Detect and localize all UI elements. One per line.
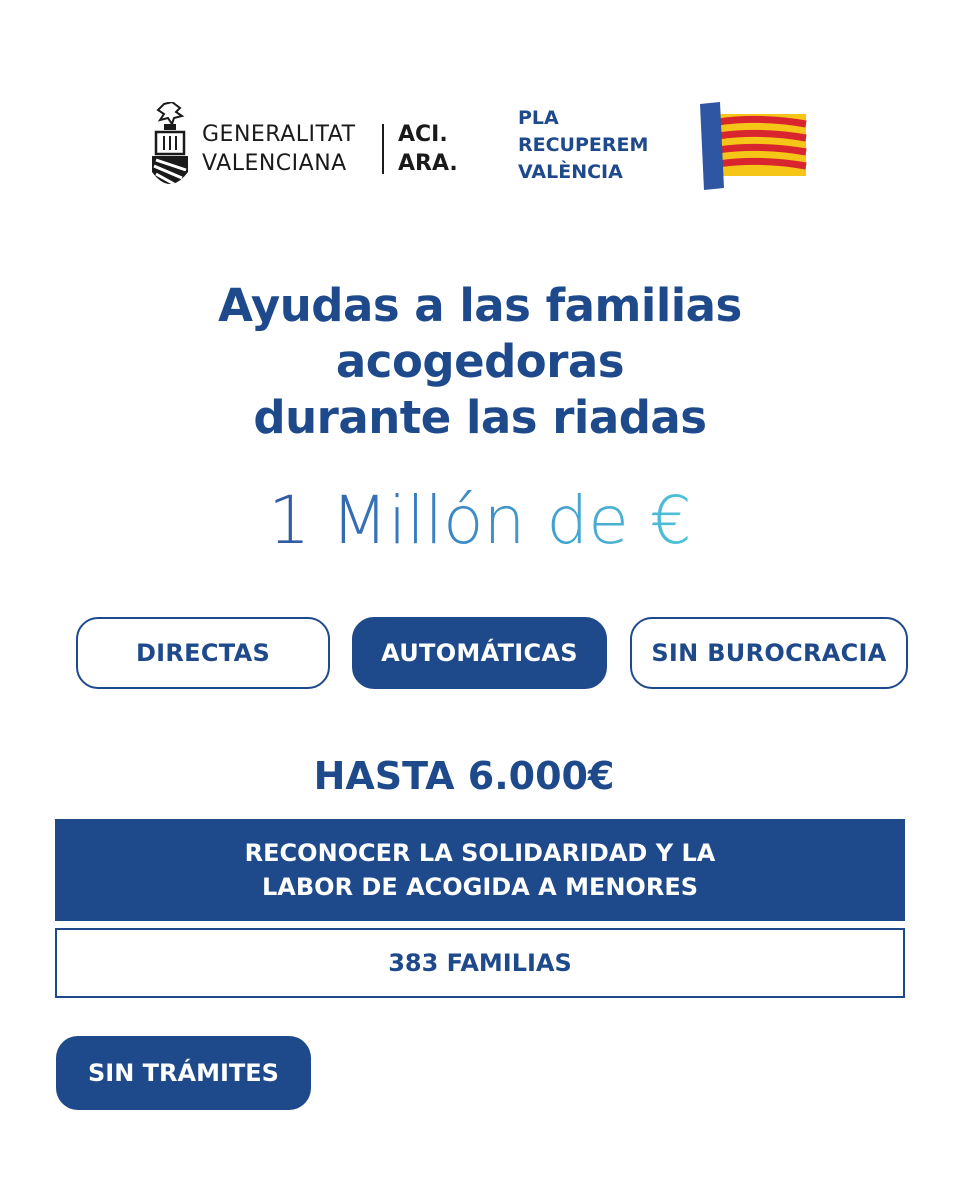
purpose-banner: [55, 819, 905, 921]
generalitat-name: [202, 120, 356, 178]
aci-line: ACI.: [398, 122, 448, 147]
generalitat-line-2: VALENCIANA: [202, 151, 347, 176]
aci-ara-wordmark: [398, 120, 458, 178]
badge-directas: DIRECTAS: [76, 617, 330, 689]
pla-line-2: RECUPEREM: [518, 134, 649, 156]
title-line-2: acogedoras: [335, 335, 625, 388]
ara-line: ARA.: [398, 151, 458, 176]
title-line-1: Ayudas a las familias: [218, 279, 742, 332]
title-line-3: durante las riadas: [253, 391, 707, 444]
banner-line-1: RECONOCER LA SOLIDARIDAD Y LA: [244, 839, 716, 867]
banner-line-2: LABOR DE ACOGIDA A MENORES: [262, 873, 698, 901]
badge-sin-burocracia: SIN BUROCRACIA: [630, 617, 908, 689]
senyera-flag-icon: [690, 100, 810, 190]
badge-sin-tramites: SIN TRÁMITES: [56, 1036, 311, 1110]
logo-divider: [382, 124, 384, 174]
pla-line-3: VALÈNCIA: [518, 161, 623, 183]
pla-recuperem-text: [518, 105, 648, 186]
badge-automaticas: AUTOMÁTICAS: [352, 617, 607, 689]
max-amount: HASTA 6.000€: [313, 754, 615, 798]
coat-of-arms-icon: [150, 102, 190, 196]
families-count: 383 FAMILIAS: [55, 928, 905, 998]
total-amount: 1 Millón de €: [0, 483, 960, 559]
pla-line-1: PLA: [518, 107, 559, 129]
page-title: [0, 278, 960, 446]
generalitat-line-1: GENERALITAT: [202, 122, 356, 147]
generalitat-logo: [150, 100, 480, 200]
pla-recuperem-logo: [518, 100, 818, 190]
